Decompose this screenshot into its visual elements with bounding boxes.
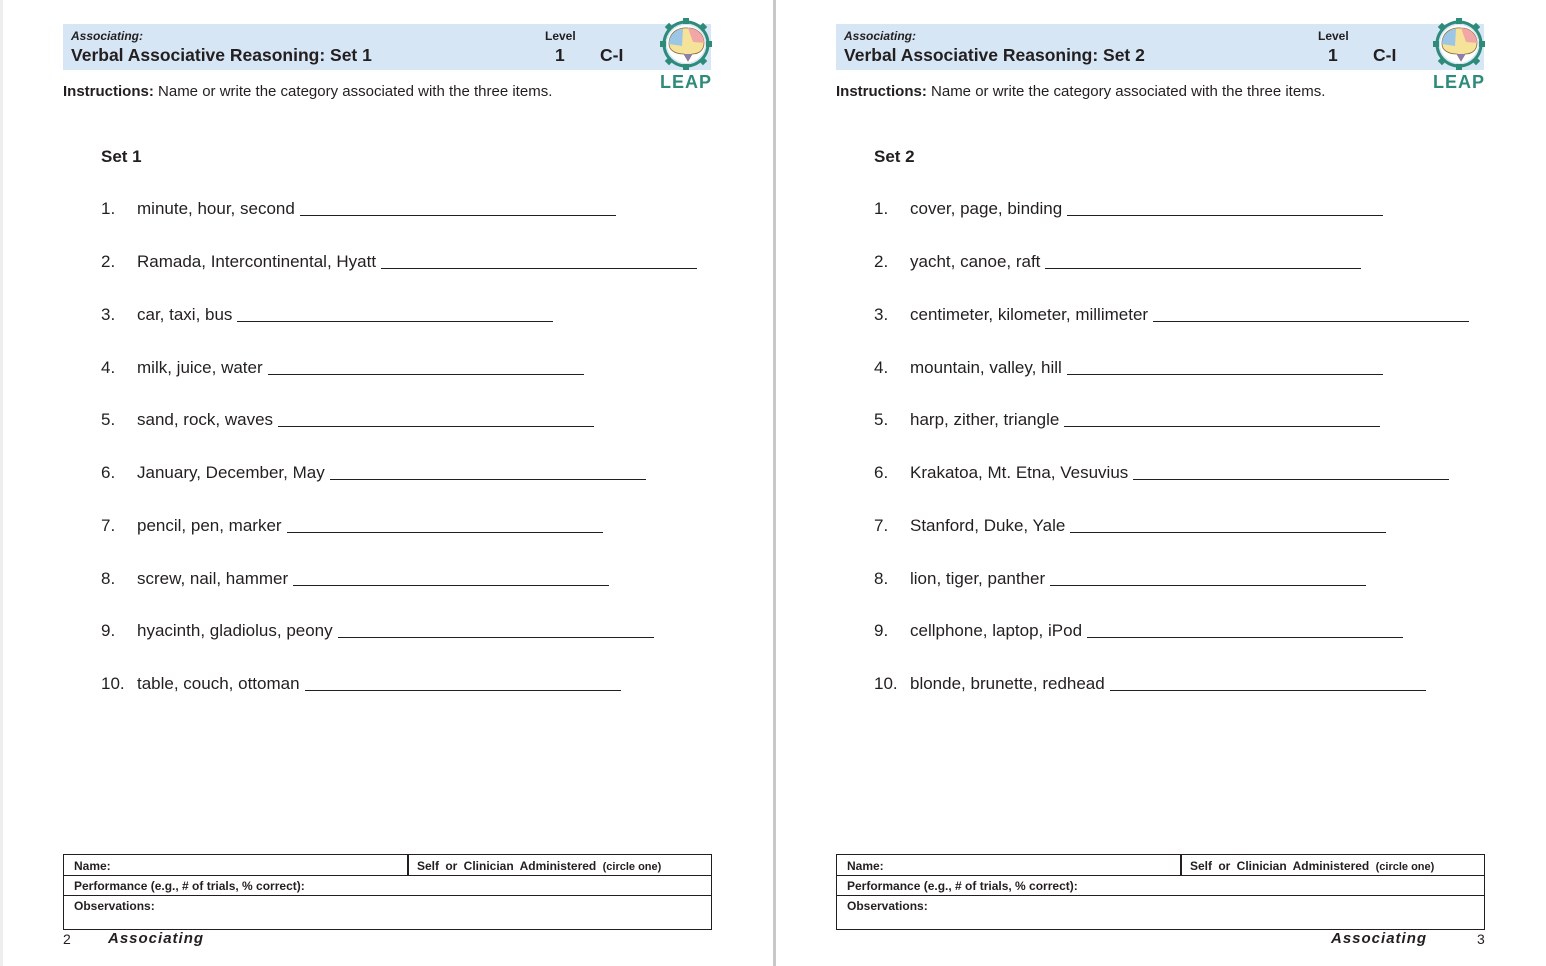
level-label: Level: [545, 29, 576, 43]
header-title: Verbal Associative Reasoning: Set 2: [844, 45, 1145, 65]
instructions-text: Name or write the category associated with the three items.: [158, 83, 553, 100]
header-subtitle: Associating:: [844, 29, 917, 43]
form-divider: [1180, 855, 1182, 876]
item-number: 9.: [874, 621, 889, 640]
item-number: 4.: [101, 358, 116, 377]
answer-line[interactable]: [1045, 268, 1361, 269]
answer-line[interactable]: [1087, 637, 1403, 638]
item-text: minute, hour, second: [137, 199, 295, 218]
item-number: 4.: [874, 358, 889, 377]
item-number: 7.: [874, 516, 889, 535]
level-label: Level: [1318, 29, 1349, 43]
item-text: screw, nail, hammer: [137, 569, 289, 588]
item-text: car, taxi, bus: [137, 305, 233, 324]
item-number: 3.: [101, 305, 116, 324]
answer-line[interactable]: [278, 426, 594, 427]
item-number: 6.: [874, 463, 889, 482]
header-title: Verbal Associative Reasoning: Set 1: [71, 45, 372, 65]
item-text: hyacinth, gladiolus, peony: [137, 621, 333, 640]
administered-note: (circle one): [1375, 861, 1435, 873]
item-text: mountain, valley, hill: [910, 358, 1062, 377]
item-number: 2.: [101, 252, 116, 271]
leap-logo: [655, 16, 717, 96]
item-text: lion, tiger, panther: [910, 569, 1046, 588]
form-row-performance: [64, 876, 711, 896]
form-divider: [407, 855, 409, 876]
page-number: 2: [63, 931, 71, 947]
item-text: cellphone, laptop, iPod: [910, 621, 1083, 640]
item-number: 1.: [101, 199, 116, 218]
logo-text: LEAP: [1432, 72, 1485, 92]
answer-line[interactable]: [338, 637, 654, 638]
header-band: [836, 24, 1484, 70]
level-number: 1: [555, 45, 565, 65]
brain-gear-icon: [655, 16, 717, 74]
instructions-text: Name or write the category associated with the three items.: [931, 83, 1326, 100]
item-text: sand, rock, waves: [137, 410, 274, 429]
answer-line[interactable]: [287, 532, 603, 533]
name-field[interactable]: Name:: [847, 859, 884, 873]
item-number: 3.: [874, 305, 889, 324]
header-subtitle: Associating:: [71, 29, 144, 43]
answer-line[interactable]: [268, 374, 584, 375]
item-number: 7.: [101, 516, 116, 535]
form-row-performance: [837, 876, 1484, 896]
item-number: 2.: [874, 252, 889, 271]
name-field[interactable]: Name:: [74, 859, 111, 873]
answer-line[interactable]: [237, 321, 553, 322]
answer-line[interactable]: [1067, 215, 1383, 216]
item-text: Krakatoa, Mt. Etna, Vesuvius: [910, 463, 1129, 482]
instructions: [63, 83, 552, 100]
item-text: Ramada, Intercontinental, Hyatt: [137, 252, 377, 271]
instructions: [836, 83, 1325, 100]
footer-section: Associating: [1331, 930, 1428, 947]
record-form: [836, 854, 1485, 930]
page-edge: [0, 0, 3, 966]
item-text: pencil, pen, marker: [137, 516, 282, 535]
answer-line[interactable]: [300, 215, 616, 216]
item-number: 8.: [101, 569, 116, 588]
level-code: C-I: [1373, 45, 1397, 65]
page-right: [773, 0, 1546, 966]
item-number: 10.: [874, 674, 898, 693]
brain-gear-icon: [1428, 16, 1490, 74]
item-text: milk, juice, water: [137, 358, 263, 377]
footer-section: Associating: [108, 930, 205, 947]
answer-line[interactable]: [1133, 479, 1449, 480]
item-number: 9.: [101, 621, 116, 640]
observations-field[interactable]: Observations:: [847, 899, 928, 913]
administered-note: (circle one): [602, 861, 662, 873]
answer-line[interactable]: [1067, 374, 1383, 375]
item-number: 1.: [874, 199, 889, 218]
form-row-name: [837, 855, 1484, 876]
level-number: 1: [1328, 45, 1338, 65]
answer-line[interactable]: [1050, 585, 1366, 586]
administered-label: Self or Clinician Administered: [417, 859, 597, 873]
item-text: cover, page, binding: [910, 199, 1063, 218]
answer-line[interactable]: [381, 268, 697, 269]
set-title: Set 1: [101, 147, 142, 166]
item-text: yacht, canoe, raft: [910, 252, 1041, 271]
item-number: 6.: [101, 463, 116, 482]
answer-line[interactable]: [330, 479, 646, 480]
item-text: Stanford, Duke, Yale: [910, 516, 1066, 535]
answer-line[interactable]: [1064, 426, 1380, 427]
logo-text: LEAP: [659, 72, 712, 92]
answer-line[interactable]: [1110, 690, 1426, 691]
answer-line[interactable]: [293, 585, 609, 586]
instructions-label: Instructions:: [836, 83, 927, 100]
observations-field[interactable]: Observations:: [74, 899, 155, 913]
level-code: C-I: [600, 45, 624, 65]
administered-field[interactable]: [1190, 859, 1434, 873]
answer-line[interactable]: [1070, 532, 1386, 533]
item-text: January, December, May: [137, 463, 325, 482]
performance-field[interactable]: Performance (e.g., # of trials, % correct):: [847, 879, 1078, 893]
set-title: Set 2: [874, 147, 915, 166]
item-number: 5.: [874, 410, 889, 429]
leap-logo: [1428, 16, 1490, 96]
item-text: table, couch, ottoman: [137, 674, 300, 693]
header-band: [63, 24, 711, 70]
administered-field[interactable]: [417, 859, 661, 873]
item-text: harp, zither, triangle: [910, 410, 1060, 429]
form-row-name: [64, 855, 711, 876]
record-form: [63, 854, 712, 930]
answer-line[interactable]: [1153, 321, 1469, 322]
item-number: 8.: [874, 569, 889, 588]
page-number: 3: [1477, 931, 1485, 947]
item-number: 5.: [101, 410, 116, 429]
performance-field[interactable]: Performance (e.g., # of trials, % correct):: [74, 879, 305, 893]
instructions-label: Instructions:: [63, 83, 154, 100]
answer-line[interactable]: [305, 690, 621, 691]
administered-label: Self or Clinician Administered: [1190, 859, 1370, 873]
item-text: centimeter, kilometer, millimeter: [910, 305, 1149, 324]
item-number: 10.: [101, 674, 125, 693]
item-text: blonde, brunette, redhead: [910, 674, 1105, 693]
